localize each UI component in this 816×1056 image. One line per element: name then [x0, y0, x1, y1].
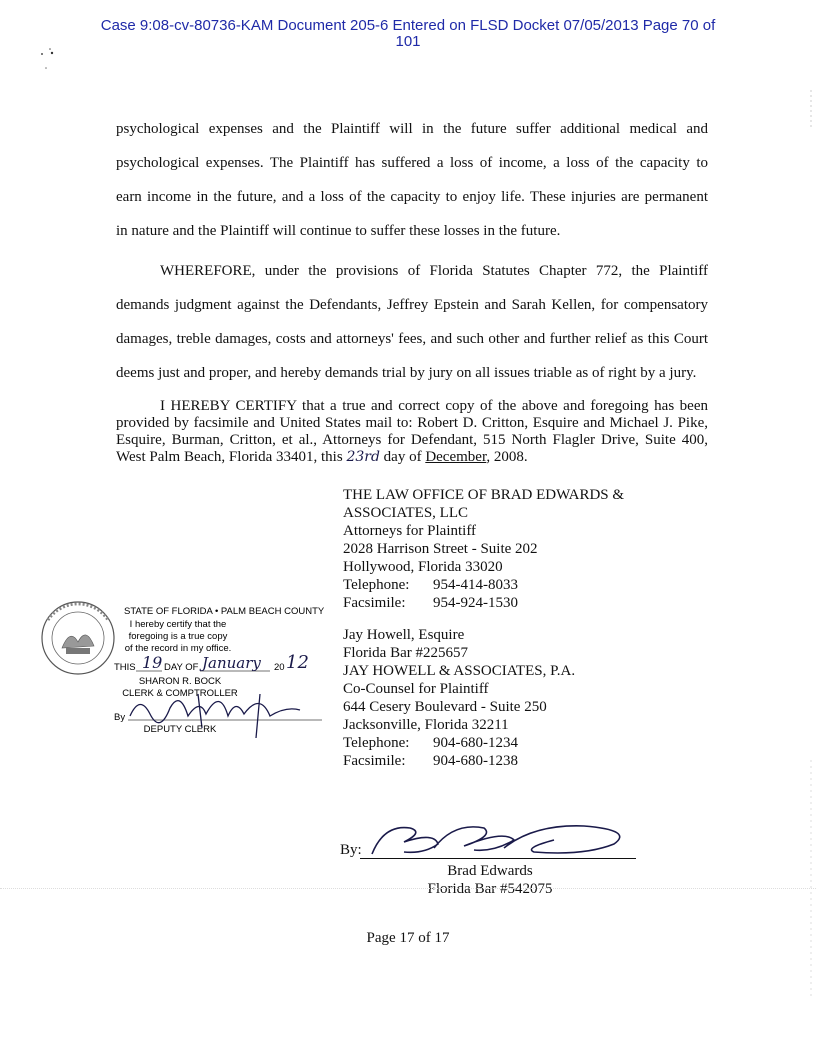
- certificate-text: , 2008.: [486, 449, 528, 465]
- stamp-clerk-name: SHARON R. BOCK: [138, 676, 222, 687]
- certificate-of-service: [116, 398, 708, 466]
- stamp-line: of the record in my office.: [124, 643, 232, 654]
- certificate-text: West Palm Beach, Florida 33401, this: [116, 449, 347, 465]
- docket-header-line1: Case 9:08-cv-80736-KAM Document 205-6 Entered on FLSD Docket 07/05/2013 Page 70 of: [100, 17, 716, 34]
- firm-name-cont: ASSOCIATES, LLC: [343, 505, 469, 521]
- co-counsel-block: [343, 626, 575, 770]
- stamp-deputy-clerk: DEPUTY CLERK: [143, 724, 217, 735]
- firm-street: 2028 Harrison Street - Suite 202: [343, 541, 538, 557]
- firm-role: Attorneys for Plaintiff: [343, 523, 477, 539]
- certificate-month: December: [425, 449, 487, 465]
- signer-bar-number: Florida Bar #542075: [427, 881, 553, 897]
- docket-header-line2: 101: [395, 33, 421, 50]
- stamp-line: I hereby certify that the: [129, 619, 227, 630]
- paragraph-line: in nature and the Plaintiff will continue to suffer these losses in the future.: [116, 223, 561, 239]
- telephone-label: Telephone:: [343, 735, 410, 751]
- paragraph-wherefore: [116, 254, 708, 390]
- cocounsel-telephone: [343, 734, 575, 752]
- stamp-title: STATE OF FLORIDA • PALM BEACH COUNTY: [124, 606, 325, 617]
- scan-specks: [36, 44, 76, 74]
- signature-line: [360, 858, 636, 859]
- certificate-line: I HEREBY CERTIFY that a true and correct copy of the above and foregoing has been: [160, 398, 708, 414]
- firm-facsimile: [343, 594, 624, 612]
- cocounsel-bar: Florida Bar #225657: [343, 645, 468, 661]
- firm-name: THE LAW OFFICE OF BRAD EDWARDS &: [343, 487, 625, 503]
- stamp-handwritten-day: 19: [142, 653, 163, 672]
- telephone-label: Telephone:: [343, 577, 410, 593]
- paragraph-line: earn income in the future, and a loss of the capacity to enjoy life. These injuries are permanent: [116, 189, 708, 205]
- certificate-text: day of: [379, 449, 426, 465]
- stamp-clerk-title: CLERK & COMPTROLLER: [122, 688, 238, 699]
- certificate-line-date: [116, 449, 708, 466]
- law-firm-block: [343, 486, 624, 612]
- paragraph-line: psychological expenses. The Plaintiff has suffered a loss of income, a loss of the capacity to: [116, 155, 708, 171]
- docket-header: [0, 18, 816, 50]
- county-seal-icon: [42, 602, 114, 674]
- brad-edwards-signature: [364, 818, 644, 862]
- signature-by-label: By:: [340, 842, 362, 858]
- cocounsel-firm: JAY HOWELL & ASSOCIATES, P.A.: [343, 663, 576, 679]
- handwritten-day: 23rd: [346, 449, 380, 465]
- scan-edge-marks: [806, 0, 816, 1056]
- signer-name: Brad Edwards: [447, 863, 533, 879]
- cocounsel-role: Co-Counsel for Plaintiff: [343, 681, 489, 697]
- certificate-line: provided by facsimile and United States mail to: Robert D. Critton, Esquire and Michael J. Pike,: [116, 415, 708, 431]
- clerk-certification-stamp: [30, 598, 330, 748]
- cocounsel-street: 644 Cesery Boulevard - Suite 250: [343, 699, 547, 715]
- scan-artifact-line: [0, 888, 816, 889]
- paragraph-line: psychological expenses and the Plaintiff will in the future suffer additional medical and: [116, 121, 708, 137]
- signer-name-block: [340, 862, 640, 898]
- facsimile-label: Facsimile:: [343, 753, 406, 769]
- stamp-line: foregoing is a true copy: [128, 631, 228, 642]
- facsimile-value: 954-924-1530: [433, 595, 518, 611]
- stamp-handwritten-year: 12: [286, 652, 309, 673]
- cocounsel-facsimile: [343, 752, 575, 770]
- telephone-value: 954-414-8033: [433, 577, 518, 593]
- stamp-by: By: [114, 712, 126, 723]
- stamp-this: THIS: [114, 662, 136, 673]
- stamp-handwritten-month: January: [202, 654, 261, 672]
- paragraph-line: damages, treble damages, costs and attorneys' fees, and such other and further relief as this Court: [116, 331, 708, 347]
- firm-city: Hollywood, Florida 33020: [343, 559, 503, 575]
- paragraph-damages: [116, 112, 708, 248]
- paragraph-line: WHEREFORE, under the provisions of Florida Statutes Chapter 772, the Plaintiff: [160, 263, 708, 279]
- certificate-line: Esquire, Burman, Critton, et al., Attorneys for Defendant, 515 North Flagler Drive, Suite 400,: [116, 432, 708, 448]
- facsimile-value: 904-680-1238: [433, 753, 518, 769]
- cocounsel-city: Jacksonville, Florida 32211: [343, 717, 509, 733]
- telephone-value: 904-680-1234: [433, 735, 518, 751]
- paragraph-line: demands judgment against the Defendants, Jeffrey Epstein and Sarah Kellen, for compensatory: [116, 297, 708, 313]
- facsimile-label: Facsimile:: [343, 595, 406, 611]
- stamp-day-of: DAY OF: [164, 662, 199, 673]
- stamp-year-prefix: 20: [274, 662, 285, 673]
- cocounsel-name: Jay Howell, Esquire: [343, 627, 465, 643]
- firm-telephone: [343, 576, 624, 594]
- paragraph-line: deems just and proper, and hereby demands trial by jury on all issues triable as of right by a jury.: [116, 365, 697, 381]
- page-number: Page 17 of 17: [366, 930, 450, 946]
